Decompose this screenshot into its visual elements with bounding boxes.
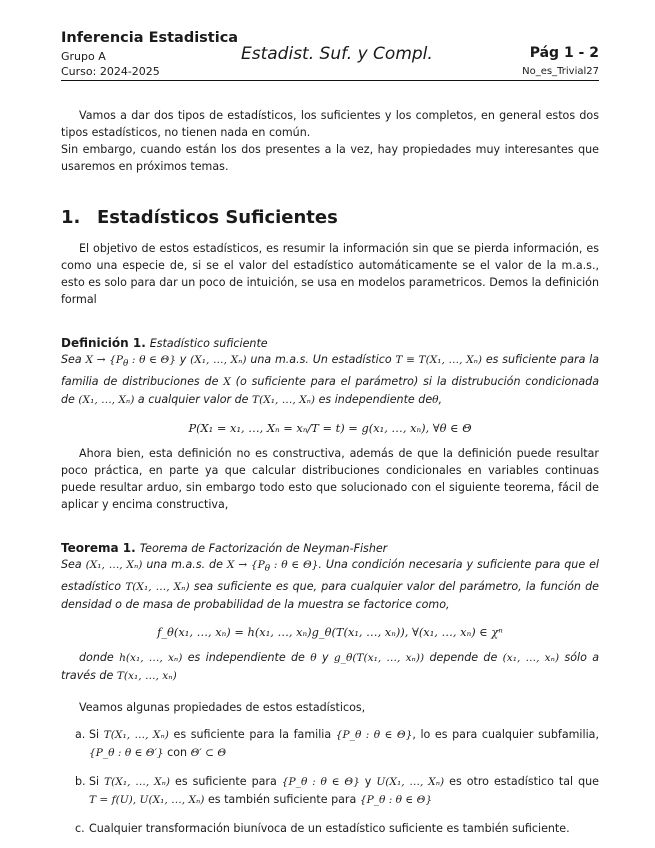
document-page [61, 30, 599, 848]
prop-math: {P_θ : θ ∈ Θ} [335, 729, 413, 742]
intro-section [61, 107, 599, 175]
theorem-equation: f_θ(x₁, …, xₙ) = h(x₁, …, xₙ)g_θ(T(x₁, …, xₙ)), ∀(x₁, …, xₙ) ∈ χⁿ [157, 625, 503, 640]
def-math: T(X₁, …, Xₙ) [252, 394, 316, 407]
list-item [61, 726, 599, 762]
section-heading [61, 207, 599, 228]
thm-text: donde [79, 651, 114, 665]
prop-math: {P_θ : θ ∈ Θ′} [89, 747, 164, 760]
thm-math: θ [310, 652, 317, 665]
document-title: Estadist. Suf. y Compl. [241, 44, 433, 64]
theorem-label: Teorema 1. [61, 541, 136, 556]
section-title: Estadísticos Suficientes [97, 207, 338, 228]
def-text: es suficiente para la familia de distribuciones de [61, 353, 600, 389]
def-text: , [438, 393, 443, 407]
course-year: Curso: 2024-2025 [61, 65, 160, 78]
def-text: una m.a.s. Un estadístico [250, 353, 392, 366]
thm-math: g_θ(T(x₁, …, xₙ)) [333, 652, 425, 665]
course-title: Inferencia Estadistica [61, 30, 239, 46]
prop-text: es suficiente para la familia [173, 728, 332, 742]
page-number: Pág 1 - 2 [529, 45, 599, 61]
thm-text: y [321, 651, 329, 665]
prop-text: es otro estadístico tal que [449, 775, 599, 789]
theorem-block [61, 537, 599, 685]
thm-math: $X \to \{P_\theta$ : θ ∈ Θ} [226, 559, 319, 575]
author-code: No_es_Trivial27 [522, 66, 599, 77]
thm-math: T(X₁, …, Xₙ) [125, 581, 190, 594]
list-marker: a. [75, 728, 86, 742]
def-text: es independiente de [318, 393, 433, 407]
thm-math: h(x₁, …, xₙ) [119, 652, 183, 665]
thm-text: . Una condición necesaria y suficiente para que el estadístico [61, 558, 600, 594]
prop-math: U(X₁, …, Xₙ) [376, 776, 445, 789]
section-paragraph: El objetivo de estos estadísticos, es resumir la información sin que se pierda información, es como una especie de, si se el valor del estadístico automáticamente se el valor de la m.a.s., esto es solo para dar un poco de intuición, se usa en modelos parametricos. Demos la definición formal [61, 242, 599, 306]
prop-text: Si [89, 728, 100, 742]
section-number: 1. [61, 207, 81, 228]
def-math: $X \to \{P_\theta$ : θ ∈ Θ} [85, 354, 176, 370]
definition-text [61, 351, 599, 409]
page-header [61, 30, 599, 81]
thm-text: es independiente de [187, 651, 305, 665]
def-math: θ [432, 394, 439, 407]
list-item [61, 773, 599, 809]
prop-math: {P_θ : θ ∈ Θ} [281, 776, 360, 789]
definition-name: Estadístico suficiente [149, 337, 268, 350]
intro-paragraph-1: Vamos a dar dos tipos de estadísticos, los suficientes y los completos, en general estos dos tipos estadísticos, no tienen nada en común. [61, 109, 599, 139]
thm-text: una m.a.s. de [146, 558, 223, 572]
thm-math: T(x₁, …, xₙ) [116, 670, 177, 683]
thm-math: (x₁, …, xₙ) [502, 652, 560, 665]
prop-math: T(X₁, …, Xₙ) [103, 729, 169, 742]
prop-text: , lo es para cualquier subfamilia, [412, 728, 600, 742]
group-label: Grupo A [61, 50, 106, 63]
list-item [61, 820, 599, 837]
prop-math: {P_θ : θ ∈ Θ} [359, 794, 433, 807]
def-math: X [223, 376, 231, 389]
theorem-text [61, 556, 599, 613]
prop-text: es también suficiente para [207, 793, 357, 807]
theorem-name: Teorema de Factorización de Neyman-Fisher [139, 542, 388, 556]
thm-math: (X₁, …, Xₙ) [85, 559, 143, 572]
def-text: Sea [61, 353, 82, 366]
def-text: (o suficiente para el parámetro) si la distrubución condicionada de [61, 375, 599, 407]
thm-text: Sea [61, 558, 82, 572]
prop-math: T(X₁, …, Xₙ) [104, 776, 171, 789]
prop-text: Si [89, 775, 100, 789]
def-math: (X₁, …, Xₙ) [78, 394, 135, 407]
list-marker: c. [75, 822, 85, 836]
properties-list [61, 726, 599, 837]
def-math: (X₁, …, Xₙ) [190, 354, 247, 366]
prop-math: T = f(U), U(X₁, …, Xₙ) [89, 794, 205, 807]
def-text: a cualquier valor de [137, 393, 249, 407]
def-text: y [179, 353, 187, 366]
definition-label: Definición 1. [61, 336, 146, 350]
theorem-where-text [61, 649, 599, 685]
list-marker: b. [75, 775, 86, 789]
prop-text: con [167, 746, 188, 760]
after-definition-paragraph: Ahora bien, esta definición no es constructiva, además de que la definición puede resultar poco práctica, en parte ya que calcular distribuciones condicionales en variables continuas puede resultar arduo, sin embargo todo esto que solucionado con el siguiente teorema, fácil de aplicar y encima constructiva, [61, 447, 599, 512]
intro-paragraph-2: Sin embargo, cuando están los dos presentes a la vez, hay propiedades muy interesantes que usaremos en próximos temas. [61, 143, 599, 173]
thm-text: depende de [429, 651, 498, 665]
definition-equation: P(X₁ = x₁, …, Xₙ = xₙ/T = t) = g(x₁, …, xₙ), ∀θ ∈ Θ [188, 421, 472, 436]
properties-intro: Veamos algunas propiedades de estos estadísticos, [79, 701, 366, 715]
thm-text: sólo a través de [61, 651, 600, 683]
prop-text: Cualquier transformación biunívoca de un estadístico suficiente es también suficiente. [89, 822, 570, 836]
def-math: T ≡ T(X₁, …, Xₙ) [395, 354, 483, 366]
prop-text: y [364, 775, 372, 789]
thm-text: sea suficiente es que, para cualquier valor del parámetro, la función de densidad o de masa de probabilidad de la muestra se factorice como, [61, 580, 599, 612]
prop-math: Θ′ ⊂ Θ [190, 747, 227, 760]
prop-text: es suficiente para [175, 775, 277, 789]
definition-block [61, 332, 599, 513]
